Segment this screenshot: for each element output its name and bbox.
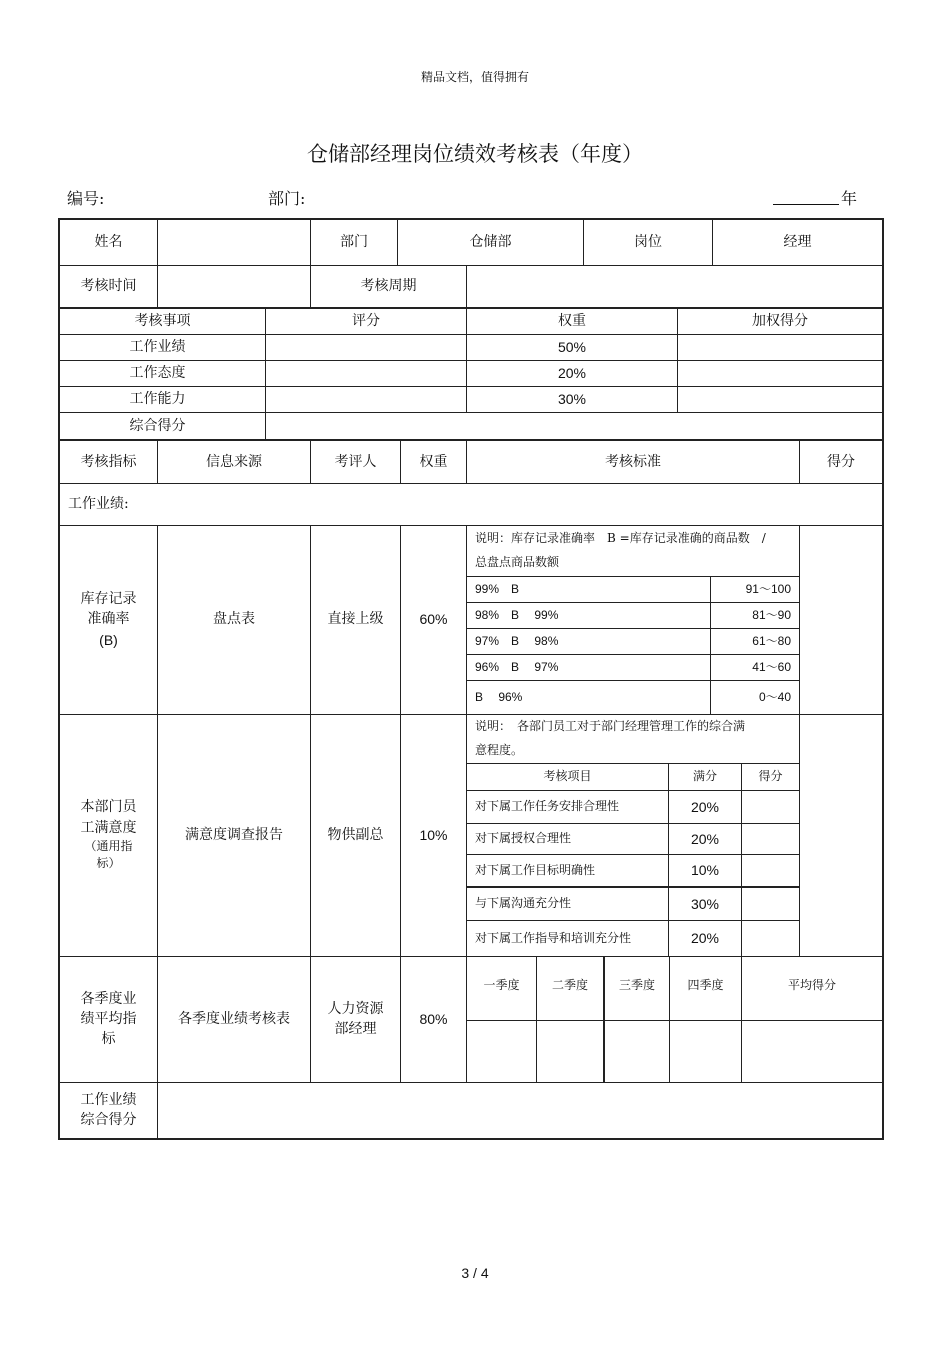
satisfaction-note-line1: 说明： 各部门员工对于部门经理管理工作的综合满 (475, 719, 746, 733)
summary-header-score: 评分 (352, 313, 380, 330)
summary-weight-attitude: 20% (557, 365, 587, 382)
page-number: 3 / 4 (461, 1265, 489, 1281)
satisfaction-item-score-cell[interactable] (742, 888, 799, 920)
inventory-note-line2: 总盘点商品数额 (475, 555, 560, 569)
satisfaction-item-full: 20% (690, 830, 720, 847)
satisfaction-source: 满意度调查报告 (185, 826, 283, 843)
inventory-source: 盘点表 (213, 611, 255, 628)
header-note: 精品文档，值得拥有 (420, 70, 529, 84)
quarter-4-header: 四季度 (687, 978, 724, 992)
section-performance-label: 工作业绩: (68, 495, 129, 512)
form-title: 仓储部经理岗位绩效考核表（年度） (307, 142, 643, 166)
quarter-1-header: 一季度 (483, 978, 520, 992)
satisfaction-indicator-name: 本部门员 工满意度 （通用指 标） (80, 799, 137, 871)
band-score: 61～80 (752, 633, 791, 648)
quarterly-average-cell[interactable] (742, 1021, 882, 1082)
band-range: B 96% (475, 689, 523, 704)
name-label: 姓名 (94, 234, 123, 251)
satisfaction-item-score-cell[interactable] (742, 824, 799, 854)
indicator-header-score: 得分 (827, 453, 855, 470)
inventory-indicator-name: 库存记录 准确率 (B) (80, 591, 137, 648)
satisfaction-evaluator: 物供副总 (327, 826, 384, 843)
summary-header-weighted: 加权得分 (752, 313, 808, 330)
assessment-table (58, 218, 884, 1140)
performance-total-label: 工作业绩 综合得分 (80, 1091, 137, 1128)
name-value-cell[interactable] (158, 220, 310, 265)
satisfaction-weight: 10% (419, 826, 448, 843)
quarter-3-score-cell[interactable] (605, 1021, 669, 1082)
band-range: 98% B 99% (475, 607, 559, 622)
indicator-header-weight: 权重 (419, 453, 448, 470)
quarterly-average-header: 平均得分 (787, 978, 836, 992)
band-range: 96% B 97% (475, 659, 559, 674)
summary-header-item: 考核事项 (134, 313, 191, 330)
satisfaction-item-score-cell[interactable] (742, 855, 799, 886)
indicator-header-source: 信息来源 (206, 453, 262, 470)
band-range: 99% B (475, 581, 520, 596)
inventory-note-line1: 说明：库存记录准确率 B =库存记录准确的商品数 / (475, 531, 766, 545)
number-label: 编号: (67, 189, 105, 208)
performance-total-cell[interactable] (158, 1082, 882, 1138)
summary-total-cell[interactable] (266, 413, 882, 439)
summary-score-cell[interactable] (266, 335, 466, 360)
satisfaction-header-full: 满分 (692, 769, 717, 784)
inventory-weight: 60% (419, 611, 448, 628)
band-score: 91～100 (745, 581, 791, 596)
satisfaction-item: 与下属沟通充分性 (475, 896, 572, 911)
year-blank-line (773, 204, 839, 205)
satisfaction-header-score: 得分 (758, 769, 783, 784)
quarterly-evaluator: 人力资源 部经理 (327, 1000, 384, 1037)
satisfaction-item: 对下属授权合理性 (475, 831, 572, 846)
satisfaction-item-full: 20% (690, 798, 720, 815)
summary-item-ability: 工作能力 (129, 391, 186, 408)
summary-weighted-cell[interactable] (678, 361, 882, 386)
band-range: 97% B 98% (475, 633, 559, 648)
dept-label: 部门 (340, 234, 368, 251)
summary-header-weight: 权重 (558, 313, 586, 330)
quarterly-source: 各季度业绩考核表 (178, 1010, 290, 1027)
band-score: 0～40 (758, 689, 791, 704)
assessment-period-cell[interactable] (467, 265, 882, 307)
quarter-4-score-cell[interactable] (670, 1021, 741, 1082)
summary-weight-ability: 30% (557, 391, 587, 408)
quarter-1-score-cell[interactable] (467, 1021, 536, 1082)
satisfaction-item-full: 20% (690, 930, 720, 947)
satisfaction-note-line2: 意程度。 (475, 743, 524, 757)
band-score: 81～90 (752, 607, 791, 622)
assessment-time-label: 考核时间 (80, 277, 137, 294)
year-label: 年 (841, 189, 858, 208)
indicator-header-evaluator: 考评人 (334, 453, 377, 470)
inventory-evaluator: 直接上级 (327, 611, 384, 628)
indicator-header-standard: 考核标准 (605, 453, 661, 470)
indicator-header-name: 考核指标 (80, 453, 137, 470)
satisfaction-item: 对下属工作指导和培训充分性 (475, 930, 632, 945)
summary-weighted-cell[interactable] (678, 387, 882, 412)
band-score: 41～60 (752, 659, 791, 674)
satisfaction-score-cell[interactable] (800, 715, 882, 956)
summary-total-label: 综合得分 (129, 417, 186, 434)
satisfaction-header-item: 考核项目 (543, 769, 592, 784)
department-label: 部门: (268, 189, 306, 208)
summary-item-performance: 工作业绩 (129, 339, 186, 356)
summary-score-cell[interactable] (266, 361, 466, 386)
post-value: 经理 (783, 234, 812, 251)
satisfaction-item-full: 30% (690, 895, 720, 912)
satisfaction-item-full: 10% (690, 862, 720, 879)
dept-value: 仓储部 (469, 234, 512, 251)
post-label: 岗位 (634, 234, 662, 251)
assessment-period-label: 考核周期 (360, 277, 417, 294)
inventory-score-cell[interactable] (800, 526, 882, 714)
summary-weighted-cell[interactable] (678, 335, 882, 360)
summary-item-attitude: 工作态度 (129, 365, 186, 382)
quarter-2-header: 二季度 (551, 978, 588, 992)
satisfaction-item: 对下属工作目标明确性 (475, 862, 596, 877)
satisfaction-item: 对下属工作任务安排合理性 (475, 799, 620, 814)
quarterly-indicator-name: 各季度业 绩平均指 标 (80, 990, 137, 1048)
assessment-time-cell[interactable] (158, 265, 310, 307)
summary-score-cell[interactable] (266, 387, 466, 412)
summary-weight-performance: 50% (557, 339, 587, 356)
quarterly-weight: 80% (419, 1010, 448, 1027)
quarter-2-score-cell[interactable] (537, 1021, 603, 1082)
satisfaction-item-score-cell[interactable] (742, 921, 799, 956)
satisfaction-item-score-cell[interactable] (742, 791, 799, 823)
quarter-3-header: 三季度 (618, 978, 655, 992)
